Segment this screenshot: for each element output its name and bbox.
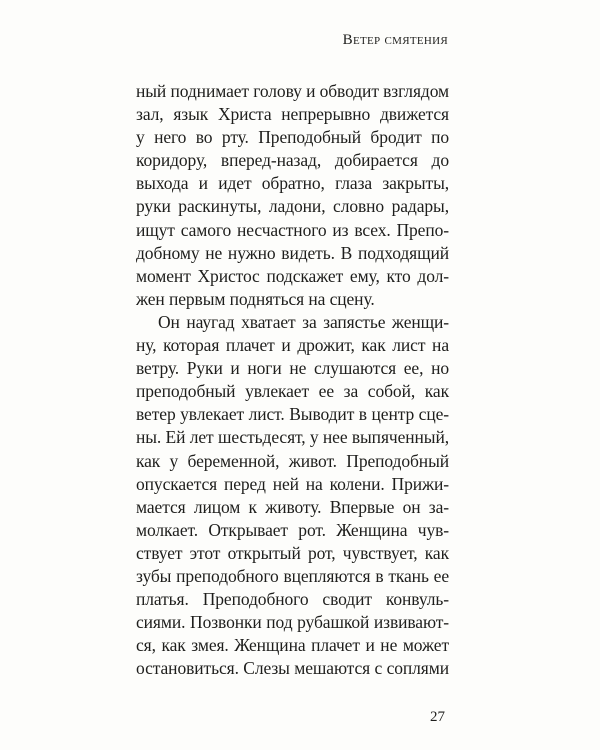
text-line: добному не нужно видеть. В подходящий [136, 242, 449, 263]
text-line: коридору, вперед-назад, добирается до [136, 150, 449, 171]
text-line: ну, которая плачет и дрожит, как лист на [136, 335, 449, 356]
text-line: ствует этот открытый рот, чувствует, как [136, 542, 449, 563]
page-number: 27 [430, 709, 445, 725]
text-line: момент Христос подскажет ему, кто дол- [136, 265, 449, 286]
text-line: ветру. Руки и ноги не слушаются ее, но [136, 358, 449, 379]
text-line: зубы преподобного вцепляются в ткань ее [136, 565, 449, 586]
paragraph [136, 80, 449, 311]
text-line: ся, как змея. Женщина плачет и не может [136, 635, 449, 656]
text-line: остановиться. Слезы мешаются с соплями [136, 658, 449, 679]
text-line: ищут самого несчастного из всех. Препо- [136, 219, 449, 240]
text-line: преподобный увлекает ее за собой, как [136, 381, 449, 402]
text-line: платья. Преподобного сводит конвуль- [136, 589, 449, 610]
text-line: мается лицом к животу. Впервые он за- [136, 496, 449, 517]
text-line: Он наугад хватает за запястье женщи- [158, 311, 449, 332]
text-line: как у беременной, живот. Преподобный [136, 450, 449, 471]
text-line: ны. Ей лет шестьдесят, у нее выпяченный, [136, 427, 449, 448]
text-line: выхода и идет обратно, глаза закрыты, [136, 173, 449, 194]
text-line: ный поднимает голову и обводит взглядом [136, 81, 449, 101]
text-line: зал, язык Христа непрерывно движется [136, 104, 449, 125]
paragraph [136, 311, 449, 681]
page-body-text [136, 80, 449, 680]
text-line: сиями. Позвонки под рубашкой извивают- [136, 612, 449, 633]
text-line: жен первым подняться на сцену. [136, 288, 375, 309]
text-line: руки раскинуты, ладони, словно радары, [136, 196, 449, 217]
text-line: опускается перед ней на колени. Прижи- [136, 473, 449, 494]
text-line: молкает. Открывает рот. Женщина чув- [136, 519, 449, 540]
text-line: ветер увлекает лист. Выводит в центр сце- [136, 404, 449, 425]
text-line: у него во рту. Преподобный бродит по [136, 127, 449, 148]
running-header: Ветер смятения [342, 32, 448, 48]
